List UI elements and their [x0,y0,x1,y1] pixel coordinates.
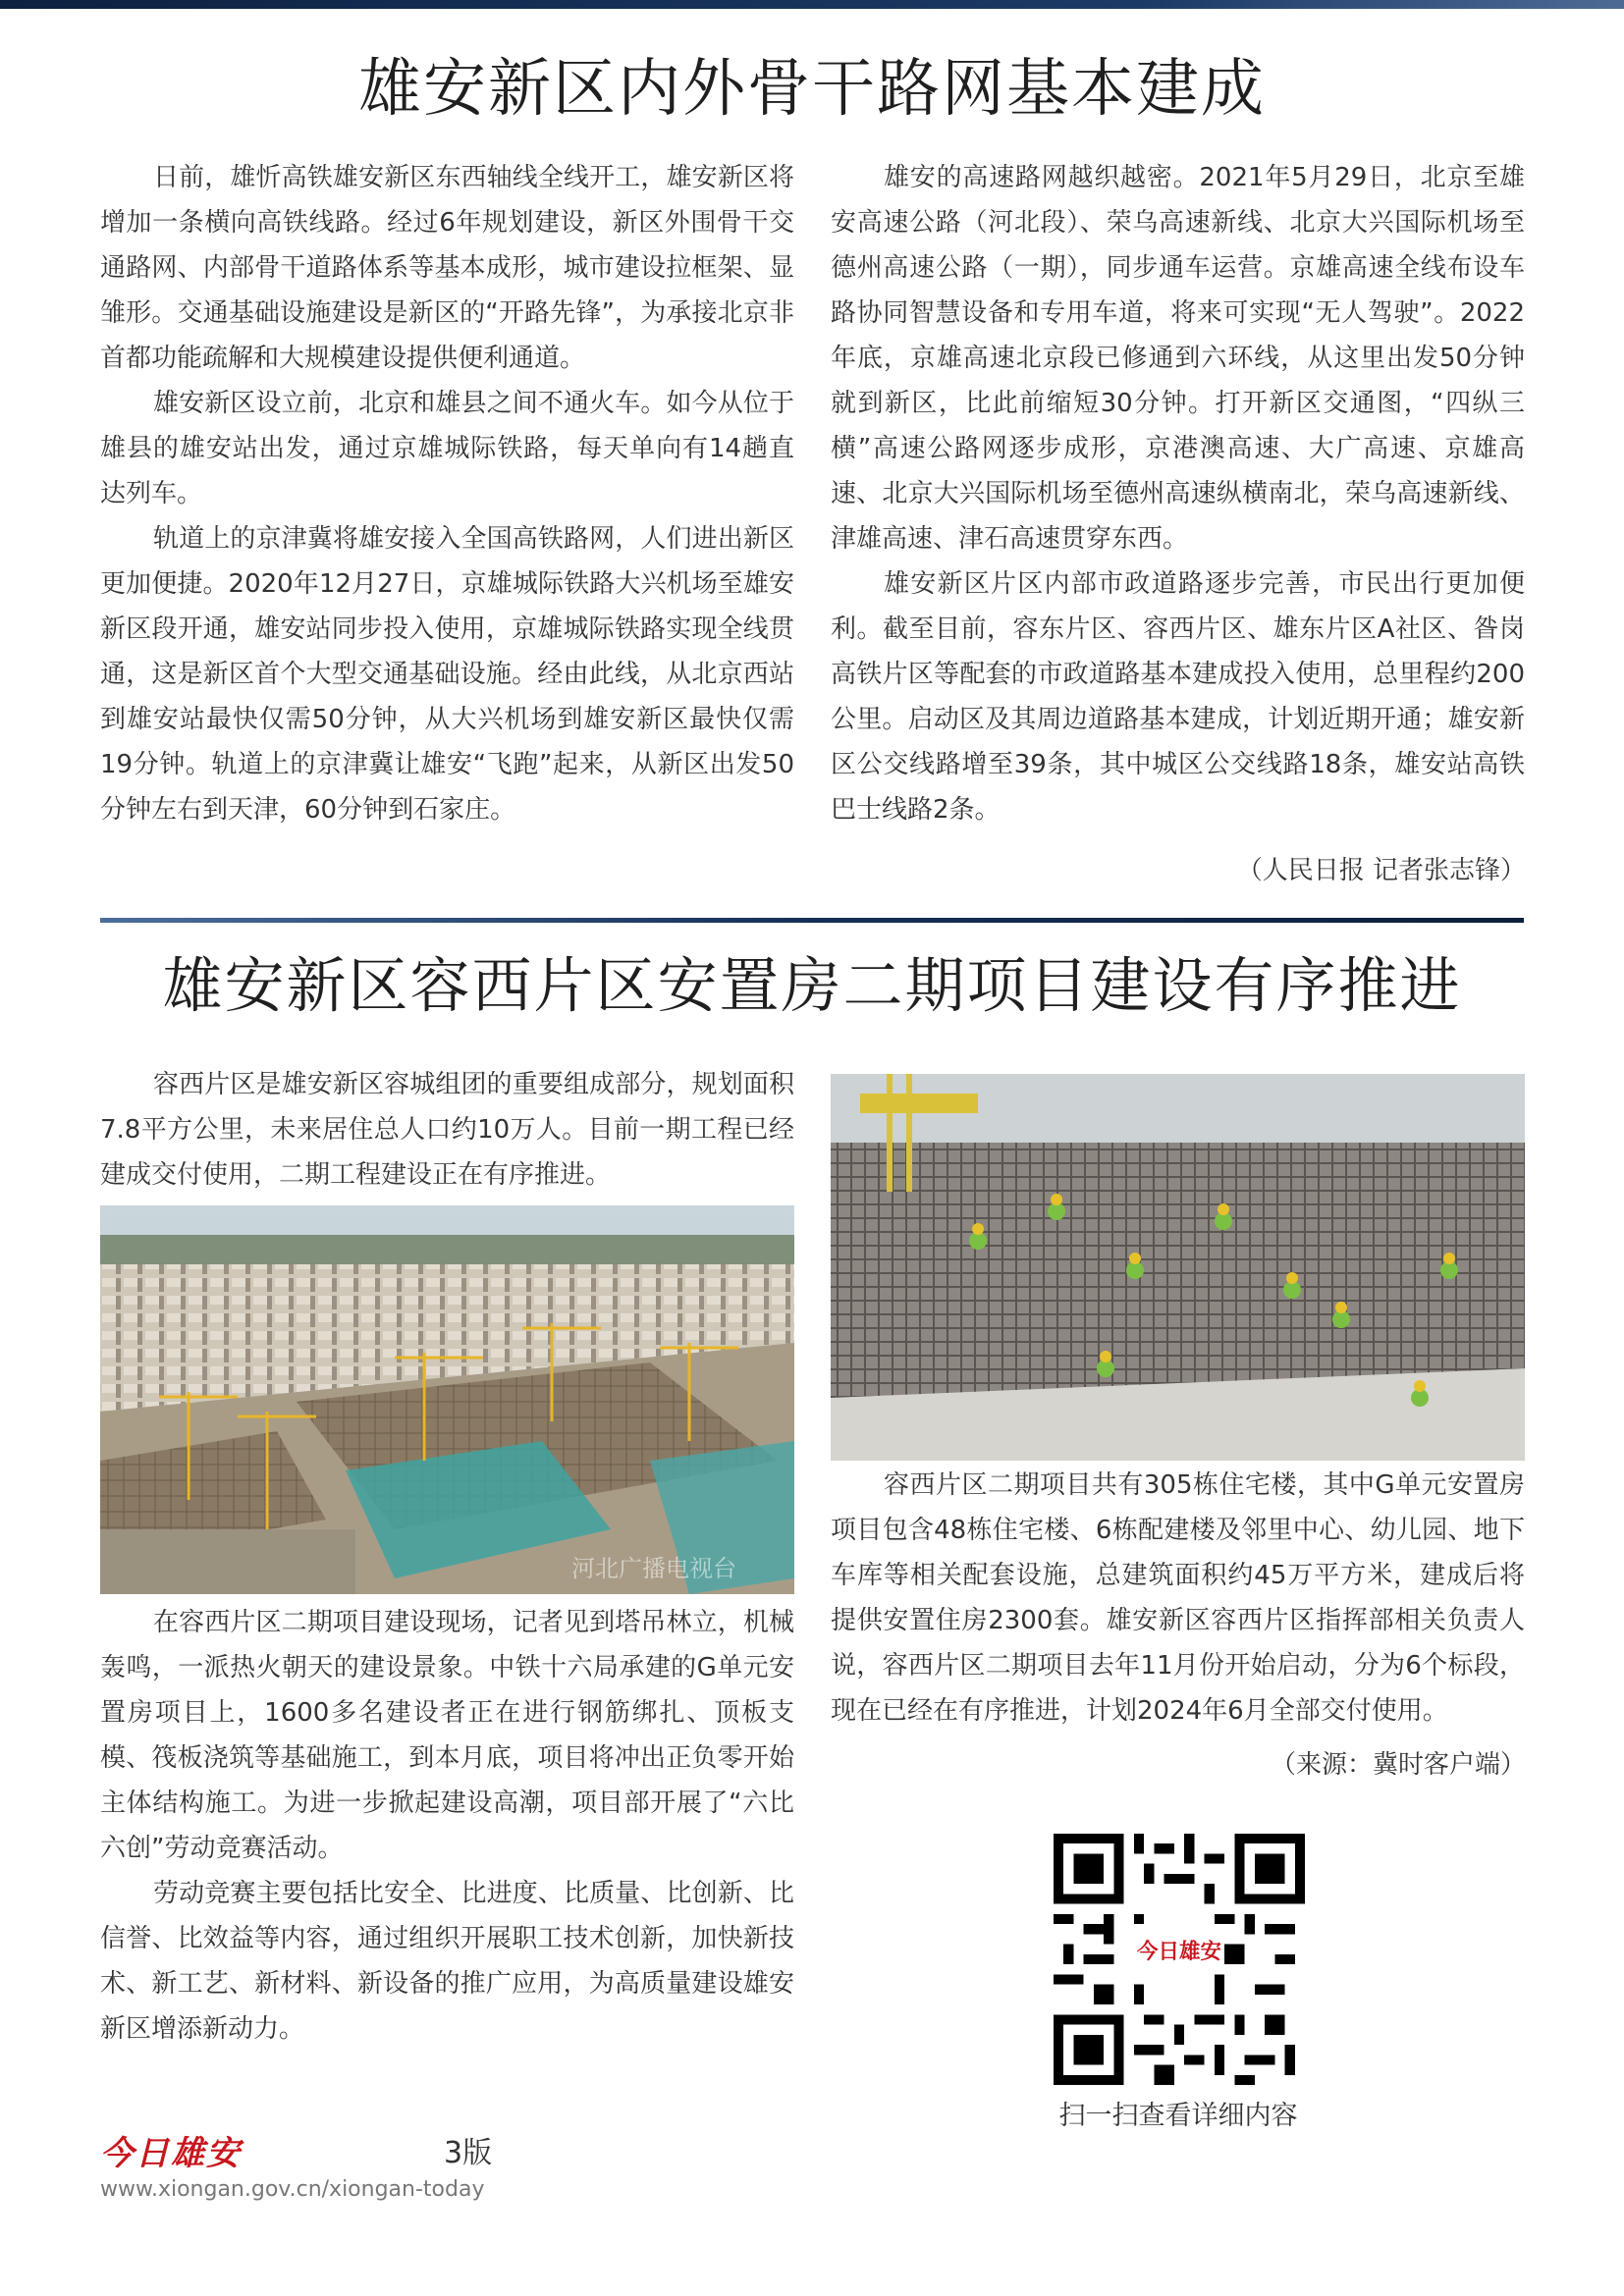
aerial-construction-photo [100,1205,794,1594]
qr-caption: 扫一扫查看详细内容 [1058,2101,1298,2131]
article1-title: 雄安新区内外骨干路网基本建成 [358,53,1266,126]
article2-paragraph: 劳动竞赛主要包括比安全、比进度、比质量、比创新、比信誉、比效益等内容，通过组织开展职工技术创新，加快新技术、新工艺、新材料、新设备的推广应用，为高质量建设雄安新区增添新动力。 [100,1879,794,2044]
article2-paragraph: 在容西片区二期项目建设现场，记者见到塔吊林立，机械轰鸣，一派热火朝天的建设景象。中铁十六局承建的G单元安置房项目上，1600多名建设者正在进行钢筋绑扎、顶板支模、筏板浇筑等基础施工，到本月底，项目将冲出正负零开始主体结构施工。为进一步掀起建设高潮，项目部开展了“六比六创”劳动竞赛活动。 [100,1608,794,1863]
top-decorative-bar [0,0,1624,9]
article1-paragraph: 轨道上的京津冀将雄安接入全国高铁路网，人们进出新区更加便捷。2020年12月27日，京雄城际铁路大兴机场至雄安新区段开通，雄安站同步投入使用，京雄城际铁路实现全线贯通，这是新区首个大型交通基础设施。经由此线，从北京西站到雄安站最快仅需50分钟，从大兴机场到雄安新区最快仅需19分钟。轨道上的京津冀让雄安“飞跑”起来，从新区出发50分钟左右到天津，60分钟到石家庄。 [100,524,794,825]
article2-title: 雄安新区容西片区安置房二期项目建设有序推进 [162,951,1462,1021]
photo-watermark: 河北广播电视台 [571,1555,736,1582]
article1-paragraph: 雄安新区设立前，北京和雄县之间不通火车。如今从位于雄县的雄安站出发，通过京雄城际铁路，每天单向有14趟直达列车。 [100,389,794,508]
article1-paragraph: 雄安新区片区内部市政道路逐步完善，市民出行更加便利。截至目前，容东片区、容西片区、雄东片区A社区、昝岗高铁片区等配套的市政道路基本建成投入使用，总里程约200公里。启动区及其周边道路基本建成，计划近期开通；雄安新区公交线路增至39条，其中城区公交线路18条，雄安站高铁巴士线路2条。 [831,569,1525,825]
article2-intro: 容西片区是雄安新区容城组团的重要组成部分，规划面积7.8平方公里，未来居住总人口约10万人。目前一期工程已经建成交付使用，二期工程建设正在有序推进。 [100,1070,794,1190]
article1-paragraph: 日前，雄忻高铁雄安新区东西轴线全线开工，雄安新区将增加一条横向高铁线路。经过6年规划建设，新区外围骨干交通路网、内部骨干道路体系等基本成形，城市建设拉框架、显雏形。交通基础设施建设是新区的“开路先锋”，为承接北京非首都功能疏解和大规模建设提供便利通道。 [100,163,794,373]
footer-url[interactable]: www.xiongan.gov.cn/xiongan-today [100,2177,485,2202]
article2-right-column [831,1463,1525,1734]
qr-center-badge: 今日雄安 [1136,1939,1222,1964]
article1-paragraph: 雄安的高速路网越织越密。2021年5月29日，北京至雄安高速公路（河北段）、荣乌高速新线、北京大兴国际机场至德州高速公路（一期），同步通车运营。京雄高速全线布设车路协同智慧设备和专用车道，将来可实现“无人驾驶”。2022年底，京雄高速北京段已修通到六环线，从这里出发50分钟就到新区，比此前缩短30分钟。打开新区交通图，“四纵三横”高速公路网逐步成形，京港澳高速、大广高速、京雄高速、北京大兴国际机场至德州高速纵横南北，荣乌高速新线、津雄高速、津石高速贯穿东西。 [831,163,1525,554]
article1-left-column [100,155,794,832]
article2-paragraph: 容西片区二期项目共有305栋住宅楼，其中G单元安置房项目包含48栋住宅楼、6栋配建楼及邻里中心、幼儿园、地下车库等相关配套设施，总建筑面积约45万平方米，建成后将提供安置住房2300套。雄安新区容西片区指挥部相关负责人说，容西片区二期项目去年11月份开始启动，分为6个标段，现在已经在有序推进，计划2024年6月全部交付使用。 [831,1470,1525,1726]
article2-intro-column [100,1062,794,1198]
section-divider [100,918,1524,923]
article2-left-column [100,1600,794,2052]
construction-workers-photo [831,1074,1525,1461]
page-number: 3版 [444,2136,493,2170]
article1-right-column [831,155,1525,832]
article1-byline: （人民日报 记者张志锋） [1236,856,1526,885]
qr-code[interactable] [1054,1834,1305,2085]
article2-byline: （来源：冀时客户端） [1270,1750,1526,1780]
publication-logo: 今日雄安 [100,2134,242,2173]
